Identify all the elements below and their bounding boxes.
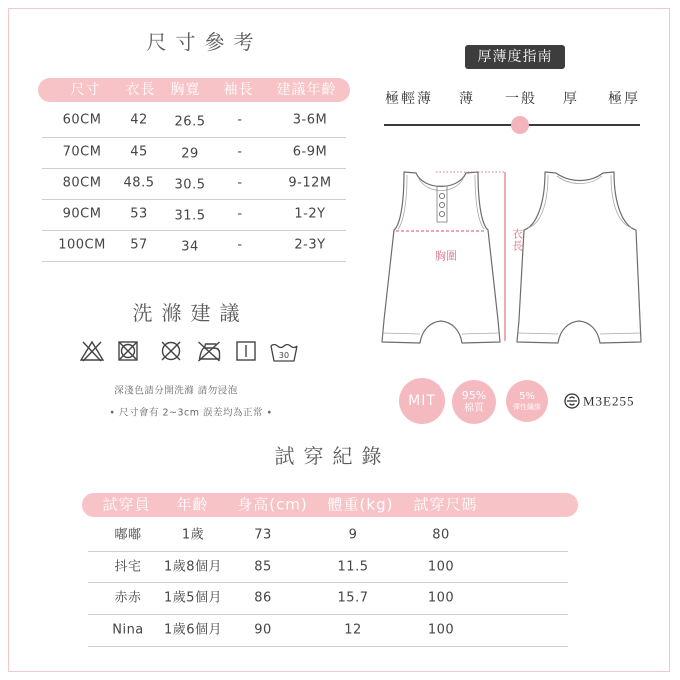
romper-back-view xyxy=(517,172,641,343)
row-divider xyxy=(42,168,346,169)
size-cell: 70CM xyxy=(62,144,102,160)
row-divider xyxy=(42,261,346,262)
tester-height-cell: 90 xyxy=(254,622,272,638)
tester-height-cell: 73 xyxy=(254,527,272,543)
size-chart-title: 尺寸參考 xyxy=(146,30,263,54)
tester-size-cell: 80 xyxy=(432,527,450,543)
size-header-size: 尺寸 xyxy=(70,82,101,98)
sleeve-cell: - xyxy=(237,206,243,222)
row-divider xyxy=(88,582,568,583)
thickness-level: 一般 xyxy=(505,91,537,107)
age-cell: 3-6M xyxy=(292,112,328,128)
chest-cell: 26.5 xyxy=(174,114,206,130)
tester-age-cell: 1歲8個月 xyxy=(163,559,223,575)
chest-measure-label: 胸圍 xyxy=(435,249,457,263)
thickness-marker xyxy=(511,116,529,134)
tester-weight-cell: 9 xyxy=(348,527,358,543)
bsmi-mark-icon xyxy=(564,393,580,409)
length-cell: 42 xyxy=(130,112,148,128)
sleeve-cell: - xyxy=(237,112,243,128)
row-divider xyxy=(42,199,346,200)
chest-cell: 29 xyxy=(181,146,199,162)
tester-name-cell: Nina xyxy=(112,622,144,638)
badge-material: 彈性纖維 xyxy=(513,402,541,411)
tester-height-cell: 85 xyxy=(254,559,272,575)
mit-badge xyxy=(399,378,445,424)
sleeve-cell: - xyxy=(237,237,243,253)
wash-temperature: 30 xyxy=(278,351,290,360)
row-divider xyxy=(42,230,346,231)
length-cell: 53 xyxy=(130,206,148,222)
tester-name-cell: 嘟嘟 xyxy=(114,527,142,543)
thickness-level: 厚 xyxy=(563,91,579,107)
thickness-level: 極輕薄 xyxy=(385,91,433,107)
tester-size-cell: 100 xyxy=(427,622,455,638)
tester-weight-cell: 12 xyxy=(344,622,362,638)
romper-illustration xyxy=(370,160,650,355)
age-cell: 1-2Y xyxy=(294,206,326,222)
length-cell: 45 xyxy=(130,144,148,160)
badge-text: MIT xyxy=(408,392,436,409)
thickness-guide-label: 厚薄度指南 xyxy=(465,45,565,69)
size-cell: 80CM xyxy=(62,175,102,191)
size-header-age: 建議年齡 xyxy=(276,82,337,98)
row-divider xyxy=(42,137,346,138)
length-cell: 48.5 xyxy=(123,175,155,191)
fitting-header-age: 年齡 xyxy=(176,495,209,514)
size-header-length: 衣長 xyxy=(125,82,156,98)
length-measure-label: 衣長 xyxy=(510,228,524,252)
row-divider xyxy=(88,614,568,615)
tester-age-cell: 1歲6個月 xyxy=(163,622,223,638)
thickness-level: 薄 xyxy=(459,91,475,107)
tester-height-cell: 86 xyxy=(254,590,272,606)
size-cell: 90CM xyxy=(62,206,102,222)
tester-name-cell: 赤赤 xyxy=(114,590,142,606)
care-title: 洗滌建議 xyxy=(132,301,249,325)
tester-weight-cell: 15.7 xyxy=(337,590,369,606)
spandex-badge xyxy=(506,380,548,422)
no-bleach-icon xyxy=(79,340,105,362)
size-cell: 100CM xyxy=(58,237,106,253)
age-cell: 6-9M xyxy=(292,144,328,160)
sleeve-cell: - xyxy=(237,144,243,160)
age-cell: 2-3Y xyxy=(294,237,326,253)
row-divider xyxy=(88,551,568,552)
tester-weight-cell: 11.5 xyxy=(337,559,369,575)
care-note: 深淺色請分開洗滌 請勿浸泡 xyxy=(114,385,238,397)
size-tolerance-note: • 尺寸會有 2~3cm 誤差均為正常 • xyxy=(109,407,273,419)
size-header-sleeve: 袖長 xyxy=(223,82,254,98)
tester-size-cell: 100 xyxy=(427,590,455,606)
sleeve-cell: - xyxy=(237,175,243,191)
thickness-level: 極厚 xyxy=(608,91,640,107)
no-iron-icon xyxy=(196,340,223,362)
chest-cell: 30.5 xyxy=(174,177,206,193)
age-cell: 9-12M xyxy=(288,175,332,191)
row-divider xyxy=(88,646,568,647)
certification-code: M3E255 xyxy=(583,393,635,409)
chest-cell: 31.5 xyxy=(174,208,206,224)
fitting-header-weight: 體重(kg) xyxy=(327,495,394,514)
tester-age-cell: 1歲5個月 xyxy=(163,590,223,606)
badge-material: 棉質 xyxy=(464,402,484,414)
buttons xyxy=(439,193,444,216)
no-dry-clean-icon xyxy=(159,340,183,362)
tester-name-cell: 抖宅 xyxy=(114,559,142,575)
size-header-chest: 胸寬 xyxy=(170,82,201,98)
line-dry-icon xyxy=(235,340,257,362)
tester-age-cell: 1歲 xyxy=(181,527,205,543)
no-tumble-dry-icon xyxy=(117,340,139,362)
size-cell: 60CM xyxy=(62,112,102,128)
tester-size-cell: 100 xyxy=(427,559,455,575)
badge-percent: 5% xyxy=(519,391,535,403)
badge-percent: 95% xyxy=(461,388,487,402)
chest-cell: 34 xyxy=(181,239,199,255)
cotton-badge xyxy=(452,380,496,424)
fitting-header-height: 身高(cm) xyxy=(237,495,308,514)
length-cell: 57 xyxy=(130,237,148,253)
fitting-header-tester: 試穿員 xyxy=(102,495,151,514)
fitting-title: 試穿紀錄 xyxy=(274,444,391,468)
wash-30-icon xyxy=(269,341,299,363)
fitting-header-size: 試穿尺碼 xyxy=(413,495,478,514)
